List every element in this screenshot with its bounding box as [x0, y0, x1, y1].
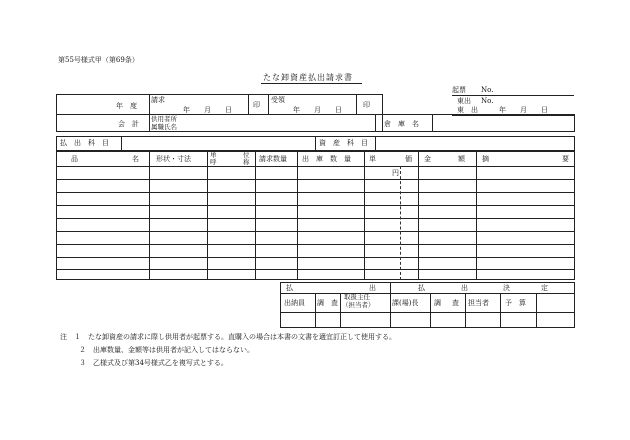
- price-dash: [400, 166, 401, 280]
- row-line-6: [56, 244, 575, 245]
- col-hin: 品: [71, 155, 78, 163]
- tantousha-label: 担当者: [468, 299, 489, 307]
- approval-div-6: [536, 293, 537, 328]
- col-keijo: 形状・寸法: [156, 155, 191, 163]
- suitoin-label: 出納員: [284, 299, 305, 307]
- row-line-5: [56, 231, 575, 232]
- de2-label: 出: [461, 284, 468, 292]
- nendo-label: 年 度: [116, 102, 137, 110]
- row-line-1: [56, 179, 575, 180]
- harai2-label: 払: [418, 284, 425, 292]
- kaikei-label: 会 計: [118, 120, 139, 128]
- row-line-2: [56, 192, 575, 193]
- toriatsukai-line1: 取扱主任: [344, 293, 370, 301]
- harai-label: 払: [286, 284, 293, 292]
- col-teki: 摘: [482, 155, 489, 163]
- row-line-3: [56, 205, 575, 206]
- approval-div-2: [340, 293, 341, 328]
- page-title: たな卸資産払出請求書: [263, 73, 353, 82]
- yen-unit: 円: [392, 169, 399, 177]
- divider-kamoku-2: [315, 136, 316, 151]
- note-2: ２ 出庫数量、金額等は供用者が記入してはならない。: [79, 346, 254, 354]
- in-mark-2: 印: [363, 101, 370, 109]
- row-line-8: [56, 269, 575, 270]
- items-table: [56, 151, 575, 280]
- col-shukko-suryo: 出 庫 数 量: [302, 155, 351, 163]
- kihyo-label: 起票: [452, 86, 466, 94]
- col-mei: 名: [132, 155, 139, 163]
- shisan-kamoku-label: 資 産 科 目: [319, 139, 368, 147]
- sa2-label: 査: [452, 299, 459, 307]
- col-sho: 称: [243, 158, 250, 166]
- row-line-7: [56, 257, 575, 258]
- col-div-7: [476, 151, 477, 280]
- approval-div-3: [430, 293, 431, 328]
- toriatsukai-line2: （担当者）: [342, 301, 375, 309]
- sa-label: 査: [331, 299, 338, 307]
- in-mark-1: 印: [253, 101, 260, 109]
- note-1: 注 １ たな卸資産の請求に際し供用者が起票する。直購入の場合は本書の文書を適宜訂正して使用する。: [60, 333, 396, 341]
- seikyu-label: 請求: [151, 96, 165, 104]
- col-div-3: [255, 151, 256, 280]
- juryo-label: 受領: [271, 96, 285, 104]
- kacho-label: 課(場)長: [392, 299, 419, 307]
- row-line-4: [56, 218, 575, 219]
- tei-label: 定: [541, 284, 548, 292]
- divider-soko: [432, 114, 433, 132]
- col-ka: 価: [405, 155, 412, 163]
- col-div-5: [364, 151, 365, 280]
- approval-div-1: [315, 293, 316, 328]
- approval-split: [390, 282, 391, 328]
- cho2-label: 調: [434, 299, 441, 307]
- touki-no: No.: [481, 97, 494, 105]
- divider-kamoku-3: [375, 136, 376, 151]
- approval-header-line: [280, 293, 575, 294]
- col-i: 位: [243, 151, 250, 159]
- approval-div-5: [500, 293, 501, 328]
- touki-label: 東出: [457, 97, 471, 105]
- divider-4: [356, 94, 357, 114]
- header-bottom: [56, 166, 575, 167]
- col-kin: 金: [424, 155, 431, 163]
- col-tan: 単: [210, 151, 217, 159]
- approval-block: [280, 282, 575, 328]
- cho-label: 調: [317, 299, 324, 307]
- title-underline: [261, 83, 362, 84]
- kihyo-no: No.: [481, 86, 494, 94]
- col-div-2: [207, 151, 208, 280]
- col-div-1: [149, 151, 150, 280]
- kihyo-line: [452, 95, 574, 96]
- kyoyosha-line1: 供用者所: [151, 115, 177, 123]
- col-tan2: 単: [369, 155, 376, 163]
- touki-date-row: 東 出 年 月 日: [457, 106, 548, 114]
- approval-div-4: [465, 293, 466, 328]
- form-id: 第55号様式甲（第69条）: [58, 56, 139, 64]
- approval-label-line: [280, 312, 575, 313]
- col-yo: 要: [562, 155, 569, 163]
- col-seikyu-suryo: 請求数量: [259, 155, 287, 163]
- soko-label: 倉 庫 名: [384, 120, 419, 128]
- haraidashi-kamoku-label: 払 出 科 目: [60, 139, 109, 147]
- kyoyosha-line2: 属職氏名: [151, 123, 177, 131]
- divider-2: [248, 94, 249, 114]
- seikyu-date: 年 月 日: [183, 106, 232, 114]
- de-label: 出: [369, 284, 376, 292]
- divider-kamoku-1: [121, 136, 122, 151]
- col-gaku: 額: [458, 155, 465, 163]
- kettei-label: 決: [503, 284, 510, 292]
- juryo-date: 年 月 日: [293, 106, 342, 114]
- divider-1: [149, 94, 150, 132]
- col-div-4: [297, 151, 298, 280]
- col-div-6: [418, 151, 419, 280]
- divider-3: [268, 94, 269, 114]
- yosan-label: 予 算: [505, 299, 526, 307]
- col-ko: 呼: [210, 158, 217, 166]
- note-3: ３ 乙様式及び第34号様式乙を複写式とする。: [79, 359, 228, 367]
